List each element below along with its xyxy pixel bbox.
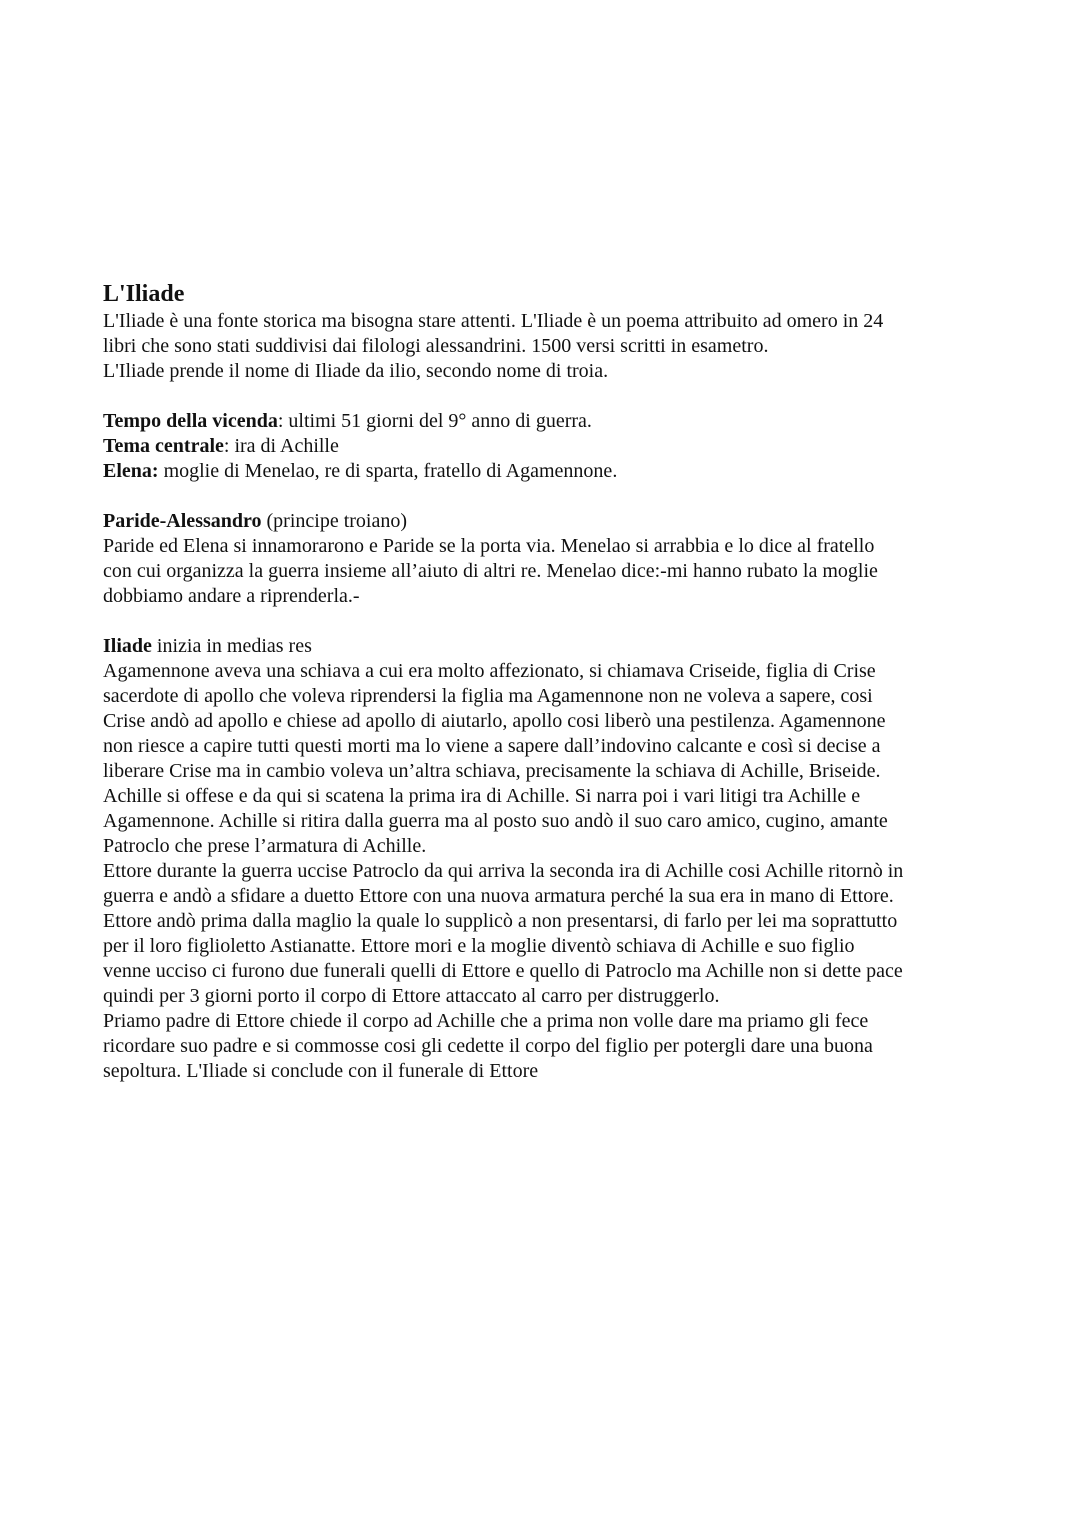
document-title: L'Iliade xyxy=(103,281,185,307)
section-heading xyxy=(103,634,983,659)
paride-section xyxy=(103,509,983,609)
fact-label: Tempo della vicenda xyxy=(103,410,278,432)
iliade-section xyxy=(103,634,983,1084)
text-line: Achille si offese e da qui si scatena la prima ira di Achille. Si narra poi i vari litigi tra Achille e xyxy=(103,785,861,807)
fact-label: Elena: xyxy=(103,460,159,482)
section-heading-note: inizia in medias res xyxy=(151,635,312,657)
text-line: sacerdote di apollo che voleva riprendersi la figlia ma Agamennone non ne voleva a sapere, cosi xyxy=(103,685,873,707)
text-line: Ettore andò prima dalla maglio la quale lo supplicò a non presentarsi, di farlo per lei ma soprattutto xyxy=(103,910,898,932)
text-line: per il loro figlioletto Astianatte. Ettore mori e la moglie diventò schiava di Achille e suo figlio xyxy=(103,935,855,957)
fact-text: : ultimi 51 giorni del 9° anno di guerra. xyxy=(277,410,592,432)
text-line: Ettore durante la guerra uccise Patroclo da qui arriva la seconda ira di Achille cosi Achille ritornò in xyxy=(103,860,904,882)
fact-tema xyxy=(103,434,983,459)
facts-section xyxy=(103,409,983,484)
text-line: Patroclo che prese l’armatura di Achille. xyxy=(103,835,427,857)
text-line: Agamennone aveva una schiava a cui era molto affezionato, si chiamava Criseide, figlia di Crise xyxy=(103,660,876,682)
intro-paragraph xyxy=(103,309,983,384)
document-body xyxy=(103,279,983,1084)
paragraph-gap xyxy=(103,484,983,509)
paragraph-gap xyxy=(103,609,983,634)
section-heading xyxy=(103,509,983,534)
text-line: con cui organizza la guerra insieme all’aiuto di altri re. Menelao dice:-mi hanno rubato la moglie xyxy=(103,560,878,582)
fact-label: Tema centrale xyxy=(103,435,224,457)
text-line: Agamennone. Achille si ritira dalla guerra ma al posto suo andò il suo caro amico, cugino, amante xyxy=(103,810,888,832)
text-line: liberare Crise ma in cambio voleva un’altra schiava, precisamente la schiava di Achille, Briseide. xyxy=(103,760,881,782)
fact-elena xyxy=(103,459,983,484)
text-line: Priamo padre di Ettore chiede il corpo ad Achille che a prima non volle dare ma priamo gli fece xyxy=(103,1010,869,1032)
text-line: L'Iliade è una fonte storica ma bisogna stare attenti. L'Iliade è un poema attribuito ad omero in 24 xyxy=(103,310,884,332)
text-line: quindi per 3 giorni porto il corpo di Ettore attaccato al carro per distruggerlo. xyxy=(103,985,720,1007)
fact-text: moglie di Menelao, re di sparta, fratello di Agamennone. xyxy=(158,460,618,482)
text-line: guerra e andò a sfidare a duetto Ettore con una nuova armatura perché la sua era in mano di Ettore. xyxy=(103,885,894,907)
text-line: non riesce a capire tutti questi morti ma lo viene a sapere dall’indovino calcante e così si decise a xyxy=(103,735,881,757)
text-line: dobbiamo andare a riprenderla.- xyxy=(103,585,360,607)
fact-tempo xyxy=(103,409,983,434)
text-line: libri che sono stati suddivisi dai filologi alessandrini. 1500 versi scritti in esametro. xyxy=(103,335,769,357)
text-line: L'Iliade prende il nome di Iliade da ilio, secondo nome di troia. xyxy=(103,360,609,382)
section-heading-note: (principe troiano) xyxy=(261,510,408,532)
text-line: sepoltura. L'Iliade si conclude con il funerale di Ettore xyxy=(103,1060,539,1082)
section-heading-label: Paride-Alessandro xyxy=(103,510,262,532)
text-line: ricordare suo padre e si commosse cosi gli cedette il corpo del figlio per potergli dare una buona xyxy=(103,1035,873,1057)
text-line: Paride ed Elena si innamorarono e Paride se la porta via. Menelao si arrabbia e lo dice al fratello xyxy=(103,535,875,557)
fact-text: : ira di Achille xyxy=(223,435,339,457)
text-line: Crise andò ad apollo e chiese ad apollo di aiutarlo, apollo cosi liberò una pestilenza. Agamennone xyxy=(103,710,886,732)
paragraph-gap xyxy=(103,384,983,409)
section-heading-label: Iliade xyxy=(103,635,152,657)
text-line: venne ucciso ci furono due funerali quelli di Ettore e quello di Patroclo ma Achille non si dette pace xyxy=(103,960,903,982)
